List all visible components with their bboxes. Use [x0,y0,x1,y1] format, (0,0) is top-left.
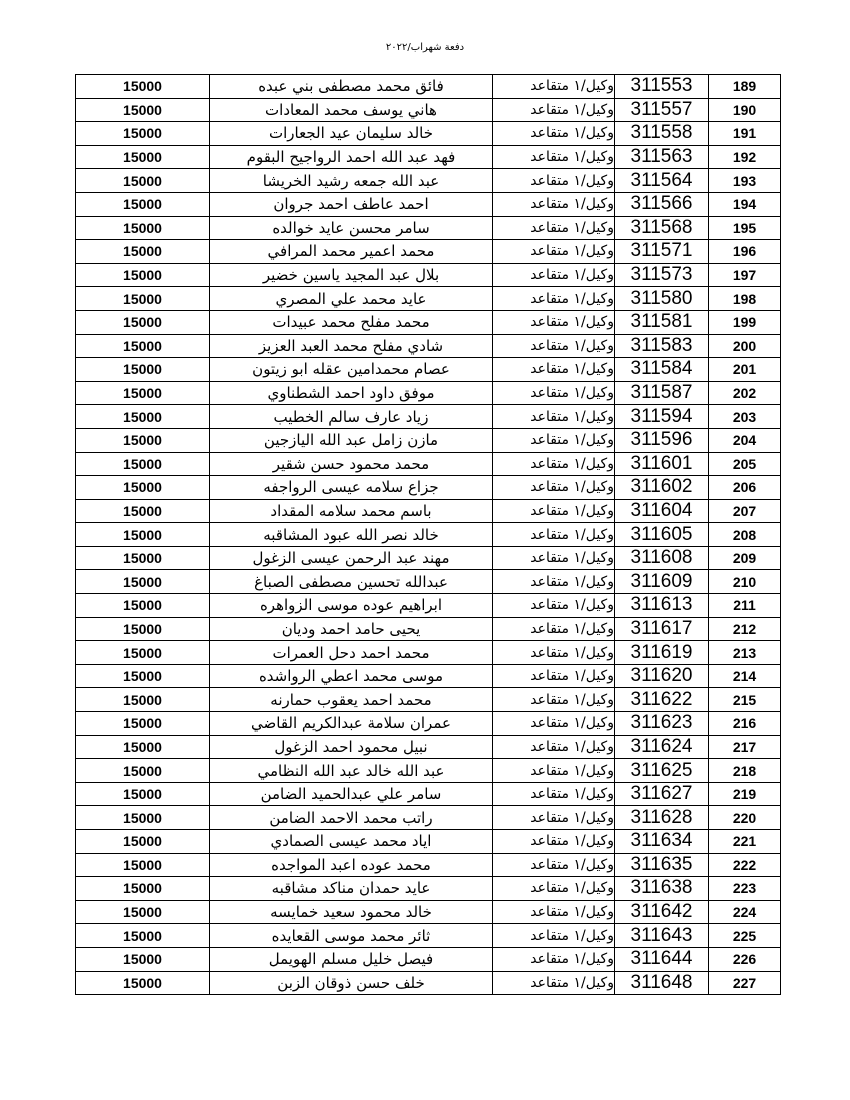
table-row [76,853,781,877]
military-number-cell: 311608 [615,546,709,570]
rank-cell: وكيل/١ متقاعد [493,381,615,405]
military-number-cell: 311619 [615,641,709,665]
military-number-cell: 311587 [615,381,709,405]
military-number-cell: 311635 [615,853,709,877]
amount-cell: 15000 [76,688,210,712]
amount-cell: 15000 [76,428,210,452]
amount-cell: 15000 [76,924,210,948]
table-row [76,924,781,948]
sequence-cell: 208 [709,523,781,547]
rank-cell: وكيل/١ متقاعد [493,641,615,665]
table-row [76,122,781,146]
sequence-cell: 207 [709,499,781,523]
table-row [76,334,781,358]
amount-cell: 15000 [76,617,210,641]
military-number-cell: 311563 [615,145,709,169]
table-row [76,877,781,901]
table-row [76,98,781,122]
table-row [76,523,781,547]
sequence-cell: 196 [709,240,781,264]
military-number-cell: 311558 [615,122,709,146]
table-row [76,452,781,476]
name-cell: محمد احمد يعقوب حمارنه [210,688,493,712]
amount-cell: 15000 [76,334,210,358]
table-row [76,830,781,854]
name-cell: يحيى حامد احمد وديان [210,617,493,641]
sequence-cell: 209 [709,546,781,570]
rank-cell: وكيل/١ متقاعد [493,192,615,216]
sequence-cell: 216 [709,712,781,736]
name-cell: عبدالله تحسين مصطفى الصباغ [210,570,493,594]
table-row [76,216,781,240]
amount-cell: 15000 [76,405,210,429]
table-row [76,263,781,287]
sequence-cell: 190 [709,98,781,122]
amount-cell: 15000 [76,499,210,523]
name-cell: هاني يوسف محمد المعادات [210,98,493,122]
name-cell: عايد محمد علي المصري [210,287,493,311]
amount-cell: 15000 [76,122,210,146]
table-row [76,688,781,712]
rank-cell: وكيل/١ متقاعد [493,759,615,783]
sequence-cell: 217 [709,735,781,759]
name-cell: نبيل محمود احمد الزغول [210,735,493,759]
table-row [76,381,781,405]
rank-cell: وكيل/١ متقاعد [493,924,615,948]
sequence-cell: 219 [709,782,781,806]
sequence-cell: 194 [709,192,781,216]
table-row [76,546,781,570]
personnel-table [75,74,781,995]
name-cell: باسم محمد سلامه المقداد [210,499,493,523]
name-cell: محمد اعمير محمد المرافي [210,240,493,264]
table-row [76,759,781,783]
military-number-cell: 311609 [615,570,709,594]
military-number-cell: 311573 [615,263,709,287]
military-number-cell: 311583 [615,334,709,358]
table-row [76,192,781,216]
amount-cell: 15000 [76,712,210,736]
rank-cell: وكيل/١ متقاعد [493,240,615,264]
sequence-cell: 212 [709,617,781,641]
name-cell: محمد محمود حسن شقير [210,452,493,476]
rank-cell: وكيل/١ متقاعد [493,570,615,594]
amount-cell: 15000 [76,98,210,122]
name-cell: ثائر محمد موسى القعايده [210,924,493,948]
military-number-cell: 311622 [615,688,709,712]
table-row [76,405,781,429]
military-number-cell: 311568 [615,216,709,240]
name-cell: راتب محمد الاحمد الضامن [210,806,493,830]
table-row [76,145,781,169]
amount-cell: 15000 [76,900,210,924]
amount-cell: 15000 [76,594,210,618]
name-cell: خالد سليمان عيد الجعارات [210,122,493,146]
rank-cell: وكيل/١ متقاعد [493,452,615,476]
table-row [76,499,781,523]
rank-cell: وكيل/١ متقاعد [493,310,615,334]
sequence-cell: 227 [709,971,781,995]
table-row [76,900,781,924]
rank-cell: وكيل/١ متقاعد [493,122,615,146]
table-row [76,428,781,452]
name-cell: خالد نصر الله عبود المشاقبه [210,523,493,547]
amount-cell: 15000 [76,169,210,193]
rank-cell: وكيل/١ متقاعد [493,735,615,759]
amount-cell: 15000 [76,830,210,854]
name-cell: اياد محمد عيسى الصمادي [210,830,493,854]
name-cell: فيصل خليل مسلم الهويمل [210,947,493,971]
sequence-cell: 199 [709,310,781,334]
amount-cell: 15000 [76,853,210,877]
military-number-cell: 311564 [615,169,709,193]
table-row [76,782,781,806]
sequence-cell: 204 [709,428,781,452]
name-cell: موسى محمد اعطي الرواشده [210,664,493,688]
table-row [76,712,781,736]
sequence-cell: 214 [709,664,781,688]
rank-cell: وكيل/١ متقاعد [493,145,615,169]
rank-cell: وكيل/١ متقاعد [493,688,615,712]
rank-cell: وكيل/١ متقاعد [493,806,615,830]
military-number-cell: 311624 [615,735,709,759]
sequence-cell: 221 [709,830,781,854]
military-number-cell: 311643 [615,924,709,948]
rank-cell: وكيل/١ متقاعد [493,499,615,523]
rank-cell: وكيل/١ متقاعد [493,405,615,429]
amount-cell: 15000 [76,759,210,783]
sequence-cell: 218 [709,759,781,783]
sequence-cell: 210 [709,570,781,594]
sequence-cell: 200 [709,334,781,358]
amount-cell: 15000 [76,358,210,382]
amount-cell: 15000 [76,782,210,806]
military-number-cell: 311627 [615,782,709,806]
table-body [76,75,781,995]
name-cell: ابراهيم عوده موسى الزواهره [210,594,493,618]
name-cell: سامر علي عبدالحميد الضامن [210,782,493,806]
table-row [76,169,781,193]
name-cell: شادي مفلح محمد العبد العزيز [210,334,493,358]
rank-cell: وكيل/١ متقاعد [493,428,615,452]
table-row [76,240,781,264]
military-number-cell: 311571 [615,240,709,264]
rank-cell: وكيل/١ متقاعد [493,523,615,547]
name-cell: عصام محمدامين عقله ابو زيتون [210,358,493,382]
sequence-cell: 203 [709,405,781,429]
table-row [76,617,781,641]
rank-cell: وكيل/١ متقاعد [493,263,615,287]
sequence-cell: 205 [709,452,781,476]
sequence-cell: 220 [709,806,781,830]
military-number-cell: 311553 [615,75,709,99]
table-row [76,310,781,334]
table-row [76,570,781,594]
rank-cell: وكيل/١ متقاعد [493,594,615,618]
name-cell: خالد محمود سعيد خمايسه [210,900,493,924]
military-number-cell: 311604 [615,499,709,523]
military-number-cell: 311581 [615,310,709,334]
name-cell: فهد عبد الله احمد الرواجيح البقوم [210,145,493,169]
sequence-cell: 195 [709,216,781,240]
amount-cell: 15000 [76,75,210,99]
sequence-cell: 223 [709,877,781,901]
rank-cell: وكيل/١ متقاعد [493,853,615,877]
name-cell: عبد الله جمعه رشيد الخريشا [210,169,493,193]
sequence-cell: 202 [709,381,781,405]
amount-cell: 15000 [76,877,210,901]
name-cell: عمران سلامة عبدالكريم القاضي [210,712,493,736]
military-number-cell: 311644 [615,947,709,971]
rank-cell: وكيل/١ متقاعد [493,877,615,901]
name-cell: مهند عبد الرحمن عيسى الزغول [210,546,493,570]
rank-cell: وكيل/١ متقاعد [493,476,615,500]
rank-cell: وكيل/١ متقاعد [493,216,615,240]
page-title: دفعة شهراب/٢٠٢٢ [385,42,465,53]
rank-cell: وكيل/١ متقاعد [493,546,615,570]
sequence-cell: 201 [709,358,781,382]
table-row [76,664,781,688]
name-cell: عايد حمدان مناكد مشاقبه [210,877,493,901]
name-cell: خلف حسن ذوقان الزبن [210,971,493,995]
military-number-cell: 311557 [615,98,709,122]
rank-cell: وكيل/١ متقاعد [493,98,615,122]
amount-cell: 15000 [76,452,210,476]
rank-cell: وكيل/١ متقاعد [493,712,615,736]
rank-cell: وكيل/١ متقاعد [493,617,615,641]
military-number-cell: 311601 [615,452,709,476]
rank-cell: وكيل/١ متقاعد [493,75,615,99]
amount-cell: 15000 [76,381,210,405]
sequence-cell: 192 [709,145,781,169]
name-cell: جزاع سلامه عيسى الرواجفه [210,476,493,500]
sequence-cell: 193 [709,169,781,193]
military-number-cell: 311634 [615,830,709,854]
rank-cell: وكيل/١ متقاعد [493,169,615,193]
table-row [76,476,781,500]
amount-cell: 15000 [76,641,210,665]
name-cell: مازن زامل عبد الله اليازجين [210,428,493,452]
name-cell: عبد الله خالد عبد الله النظامي [210,759,493,783]
name-cell: موفق داود احمد الشطناوي [210,381,493,405]
amount-cell: 15000 [76,476,210,500]
rank-cell: وكيل/١ متقاعد [493,287,615,311]
military-number-cell: 311620 [615,664,709,688]
sequence-cell: 197 [709,263,781,287]
rank-cell: وكيل/١ متقاعد [493,334,615,358]
amount-cell: 15000 [76,570,210,594]
military-number-cell: 311613 [615,594,709,618]
amount-cell: 15000 [76,310,210,334]
name-cell: بلال عبد المجيد ياسين خضير [210,263,493,287]
military-number-cell: 311596 [615,428,709,452]
military-number-cell: 311566 [615,192,709,216]
name-cell: سامر محسن عايد خوالده [210,216,493,240]
sequence-cell: 206 [709,476,781,500]
rank-cell: وكيل/١ متقاعد [493,900,615,924]
table-row [76,947,781,971]
table-row [76,594,781,618]
name-cell: محمد مفلح محمد عبيدات [210,310,493,334]
rank-cell: وكيل/١ متقاعد [493,830,615,854]
amount-cell: 15000 [76,971,210,995]
rank-cell: وكيل/١ متقاعد [493,358,615,382]
name-cell: محمد احمد دحل العمرات [210,641,493,665]
table-row [76,806,781,830]
amount-cell: 15000 [76,192,210,216]
sequence-cell: 215 [709,688,781,712]
military-number-cell: 311648 [615,971,709,995]
military-number-cell: 311605 [615,523,709,547]
amount-cell: 15000 [76,240,210,264]
sequence-cell: 224 [709,900,781,924]
amount-cell: 15000 [76,735,210,759]
sequence-cell: 198 [709,287,781,311]
rank-cell: وكيل/١ متقاعد [493,971,615,995]
sequence-cell: 191 [709,122,781,146]
amount-cell: 15000 [76,546,210,570]
table-row [76,971,781,995]
sequence-cell: 225 [709,924,781,948]
amount-cell: 15000 [76,263,210,287]
table-row [76,287,781,311]
military-number-cell: 311625 [615,759,709,783]
amount-cell: 15000 [76,947,210,971]
sequence-cell: 222 [709,853,781,877]
military-number-cell: 311594 [615,405,709,429]
amount-cell: 15000 [76,664,210,688]
table-row [76,358,781,382]
table-row [76,735,781,759]
amount-cell: 15000 [76,145,210,169]
table-row [76,75,781,99]
amount-cell: 15000 [76,523,210,547]
name-cell: احمد عاطف احمد جروان [210,192,493,216]
military-number-cell: 311638 [615,877,709,901]
rank-cell: وكيل/١ متقاعد [493,947,615,971]
sequence-cell: 226 [709,947,781,971]
military-number-cell: 311642 [615,900,709,924]
sequence-cell: 211 [709,594,781,618]
sequence-cell: 189 [709,75,781,99]
amount-cell: 15000 [76,287,210,311]
rank-cell: وكيل/١ متقاعد [493,664,615,688]
military-number-cell: 311617 [615,617,709,641]
military-number-cell: 311623 [615,712,709,736]
name-cell: فائق محمد مصطفى بني عبده [210,75,493,99]
amount-cell: 15000 [76,216,210,240]
military-number-cell: 311628 [615,806,709,830]
military-number-cell: 311580 [615,287,709,311]
sequence-cell: 213 [709,641,781,665]
name-cell: محمد عوده اعبد المواجده [210,853,493,877]
name-cell: زياد عارف سالم الخطيب [210,405,493,429]
rank-cell: وكيل/١ متقاعد [493,782,615,806]
military-number-cell: 311584 [615,358,709,382]
military-number-cell: 311602 [615,476,709,500]
amount-cell: 15000 [76,806,210,830]
table-row [76,641,781,665]
